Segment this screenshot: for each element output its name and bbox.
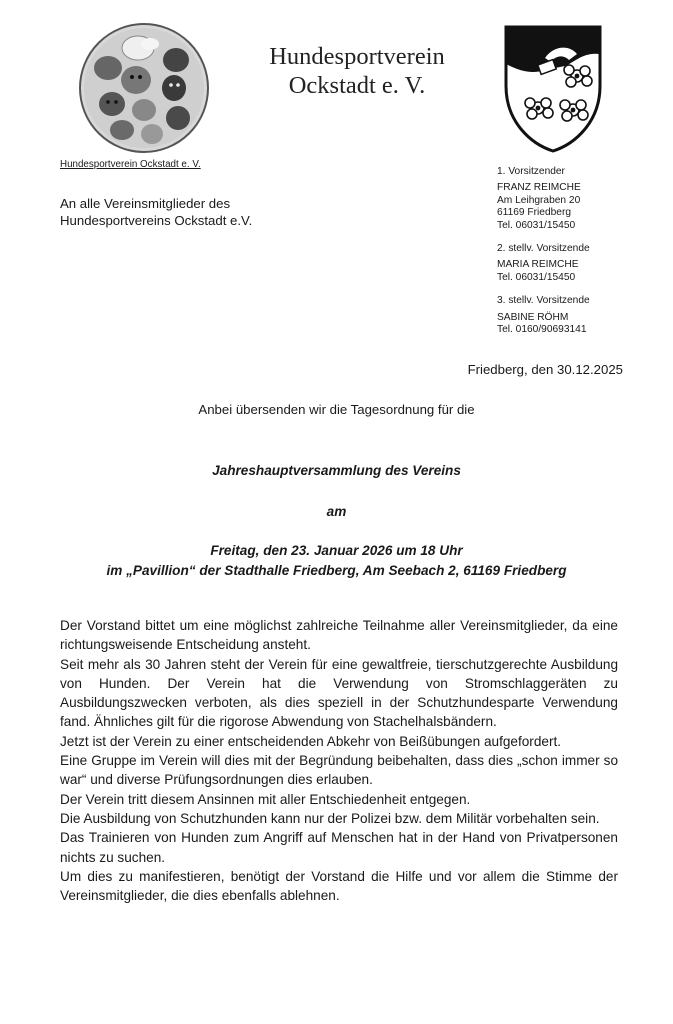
board-line: Tel. 06031/15450 <box>497 219 576 231</box>
body-paragraph: Um dies zu manifestieren, benötigt der Vorstand die Hilfe und vor allem die Stimme der Vereinsmitglieder, die dies ebenfalls ablehnen. <box>60 868 618 904</box>
club-dogs-logo <box>78 22 210 154</box>
club-title-line1: Hundesportverein <box>269 43 445 70</box>
board-line: 61169 Friedberg <box>497 207 572 219</box>
body-paragraph: Jetzt ist der Verein zu einer entscheidenden Abkehr von Beißübungen aufgefordert. <box>60 733 562 749</box>
board-member-deputy-2 <box>497 243 590 284</box>
body-paragraph: Das Trainieren von Hunden zum Angriff auf Menschen hat in der Hand von Privatpersonen nichts zu suchen. <box>60 830 618 865</box>
board-members <box>497 166 590 347</box>
board-line: Am Leihgraben 20 <box>497 194 581 206</box>
board-member-chair <box>497 166 590 232</box>
meeting-am: am <box>326 504 347 519</box>
sender-return-line: Hundesportverein Ockstadt e. V. <box>60 159 201 170</box>
letter-body <box>60 616 618 905</box>
board-role: 2. stellv. Vorsitzende <box>497 243 590 255</box>
recipient-line: Hundesportvereins Ockstadt e.V. <box>60 213 253 228</box>
letter-date: Friedberg, den 30.12.2025 <box>467 362 623 377</box>
board-member-deputy-3 <box>497 295 590 336</box>
board-line: SABINE RÖHM <box>497 311 569 323</box>
meeting-details <box>0 541 673 580</box>
body-paragraph: Seit mehr als 30 Jahren steht der Verein für eine gewaltfreie, tierschutzgerechte Ausbildung von Hunden. Der Verein hat die Verwendung von Stromschlaggeräten zu Ausbildungszwecken verboten, als dies speziell in der Schutzhundesparte Verwendung fand. Ähnliches gilt für die rigorose Abwendung von Stachelhalsbändern. <box>60 656 618 730</box>
coat-of-arms-icon <box>503 24 603 154</box>
board-line: Tel. 0160/90693141 <box>497 324 587 336</box>
board-line: FRANZ REIMCHE <box>497 182 581 194</box>
body-paragraph: Der Verein tritt diesem Ansinnen mit aller Entschiedenheit entgegen. <box>60 791 471 807</box>
meeting-when: Freitag, den 23. Januar 2026 um 18 Uhr <box>210 543 463 558</box>
recipient-line: An alle Vereinsmitglieder des <box>60 196 231 211</box>
body-paragraph: Die Ausbildung von Schutzhunden kann nur der Polizei bzw. dem Militär vorbehalten sein. <box>60 810 600 826</box>
club-title-line2: Ockstadt e. V. <box>288 72 426 99</box>
meeting-where: im „Pavillion“ der Stadthalle Friedberg, Am Seebach 2, 61169 Friedberg <box>106 562 567 578</box>
recipient-address <box>60 195 252 229</box>
body-paragraph: Eine Gruppe im Verein will dies mit der Begründung beibehalten, dass dies „schon immer so war“ und diverse Prüfungsordnungen dies erlauben. <box>60 753 618 788</box>
board-line: Tel. 06031/15450 <box>497 271 576 283</box>
board-role: 3. stellv. Vorsitzende <box>497 295 590 307</box>
body-paragraph: Der Vorstand bittet um eine möglichst zahlreiche Teilnahme aller Vereinsmitglieder, da eine richtungsweisende Entscheidung ansteht. <box>60 618 618 653</box>
club-title <box>232 42 482 100</box>
board-role: 1. Vorsitzender <box>497 166 565 177</box>
meeting-name: Jahreshauptversammlung des Vereins <box>212 463 461 478</box>
intro-line: Anbei übersenden wir die Tagesordnung für die <box>198 402 475 417</box>
board-line: MARIA REIMCHE <box>497 259 579 271</box>
